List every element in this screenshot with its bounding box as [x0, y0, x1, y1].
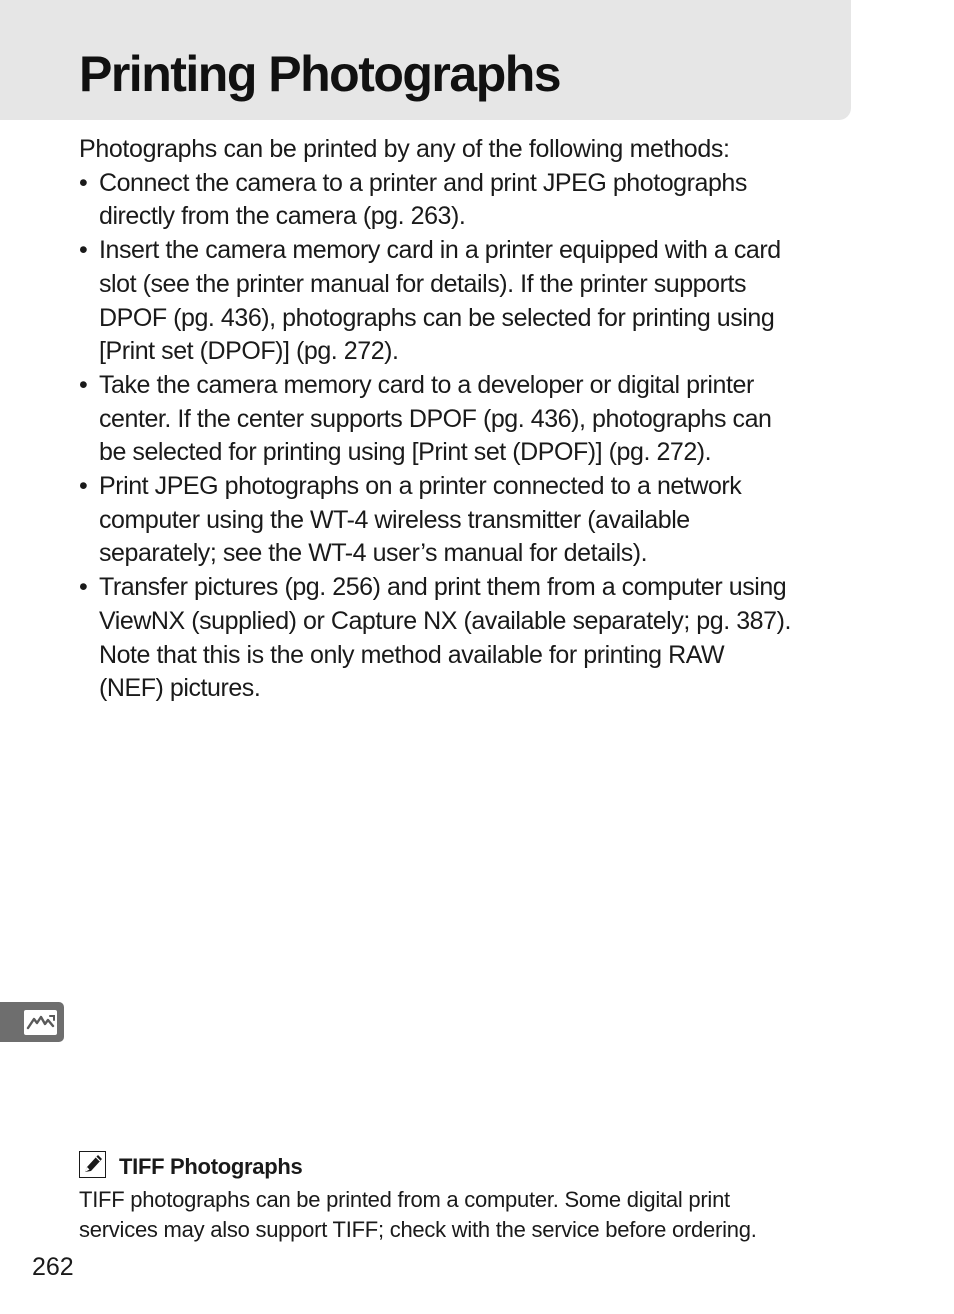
- list-item: [79, 167, 854, 234]
- line: Connect the camera to a printer and print JPEG photographs: [99, 168, 747, 197]
- line: separately; see the WT-4 user’s manual for details).: [99, 539, 648, 568]
- page-title: Printing Photographs: [79, 46, 561, 102]
- connection-chapter-icon: [24, 1010, 57, 1035]
- line: Note that this is the only method available for printing RAW: [99, 640, 725, 669]
- list-item: [79, 470, 854, 571]
- line: directly from the camera (pg. 263).: [99, 202, 466, 231]
- bullet: •: [79, 168, 88, 197]
- line: [Print set (DPOF)] (pg. 272).: [99, 337, 399, 366]
- bullet: •: [79, 472, 88, 501]
- note-header: [79, 1149, 854, 1185]
- list-item: [79, 571, 854, 706]
- chapter-side-tab: [0, 1002, 64, 1042]
- line: slot (see the printer manual for details). If the printer supports: [99, 269, 747, 298]
- main-content: [79, 133, 854, 706]
- note-title: TIFF Photographs: [119, 1154, 303, 1179]
- line: TIFF photographs can be printed from a computer. Some digital print: [79, 1187, 730, 1212]
- page-number: 262: [32, 1253, 74, 1281]
- line: computer using the WT-4 wireless transmitter (available: [99, 505, 690, 534]
- tiff-note: [79, 1149, 854, 1244]
- line: center. If the center supports DPOF (pg. 436), photographs can: [99, 404, 772, 433]
- bullet: •: [79, 370, 88, 399]
- bullet: •: [79, 573, 88, 602]
- line: DPOF (pg. 436), photographs can be selected for printing using: [99, 303, 775, 332]
- note-pencil-icon: [79, 1151, 106, 1178]
- list-item: [79, 234, 854, 369]
- line: (NEF) pictures.: [99, 674, 261, 703]
- intro-text: Photographs can be printed by any of the following methods:: [79, 135, 730, 163]
- line: Transfer pictures (pg. 256) and print them from a computer using: [99, 573, 787, 602]
- line: Take the camera memory card to a developer or digital printer: [99, 370, 754, 399]
- list-item: [79, 369, 854, 470]
- line: services may also support TIFF; check with the service before ordering.: [79, 1216, 757, 1242]
- line: be selected for printing using [Print set (DPOF)] (pg. 272).: [99, 438, 712, 467]
- line: Insert the camera memory card in a printer equipped with a card: [99, 236, 781, 265]
- note-body: [79, 1185, 854, 1244]
- title-band: [0, 0, 851, 120]
- line: Print JPEG photographs on a printer connected to a network: [99, 472, 742, 501]
- line: ViewNX (supplied) or Capture NX (available separately; pg. 387).: [99, 606, 791, 635]
- bullet: •: [79, 236, 88, 265]
- printing-methods-list: [79, 167, 854, 706]
